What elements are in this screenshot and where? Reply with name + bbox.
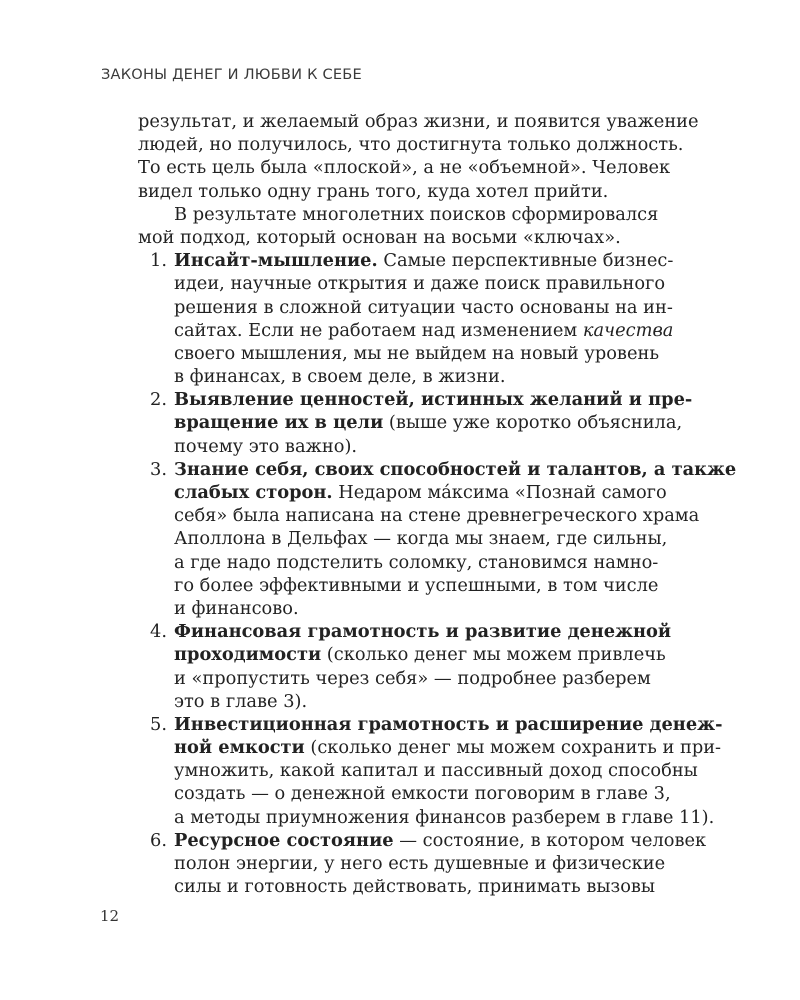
list-number: 2. xyxy=(150,389,167,411)
text-line xyxy=(174,759,718,782)
list-item xyxy=(138,620,718,713)
text-span: и «пропустить через себя» — подробнее разберем xyxy=(174,667,651,689)
bold-term: слабых сторон. xyxy=(174,482,333,503)
text-line xyxy=(174,736,722,759)
text-line xyxy=(174,597,718,620)
emphasis: качества xyxy=(582,319,674,341)
text-line xyxy=(174,806,718,829)
list-number: 1. xyxy=(150,250,167,272)
text-line xyxy=(174,620,718,643)
page-number: 12 xyxy=(100,907,120,925)
text-line xyxy=(174,875,718,898)
running-header: ЗАКОНЫ ДЕНЕГ И ЛЮБВИ К СЕБЕ xyxy=(101,66,362,83)
text-span: себя» была написана на стене древнегреческого храма xyxy=(174,505,700,527)
text-span: в финансах, в своем деле, в жизни. xyxy=(174,366,506,388)
text-span: — состояние, в котором человек xyxy=(393,829,707,851)
text-span: умножить, какой капитал и пассивный доход способны xyxy=(174,760,698,782)
list-number: 5. xyxy=(150,713,167,735)
list-number: 6. xyxy=(150,829,167,851)
text-line xyxy=(174,829,718,852)
text-line: людей, но получилось, что достигнута только должность. xyxy=(138,134,684,156)
text-span: это в главе 3). xyxy=(174,690,308,712)
text-span: решения в сложной ситуации часто основаны на ин- xyxy=(174,296,673,318)
list-item xyxy=(138,249,718,388)
text-line xyxy=(174,249,718,272)
text-line xyxy=(174,481,718,504)
text-span: почему это важно). xyxy=(174,435,358,457)
text-line: результат, и желаемый образ жизни, и появится уважение xyxy=(138,111,699,132)
text-span: Недаром ма́ксима «Познай самого xyxy=(332,482,667,503)
text-line xyxy=(174,782,718,805)
text-span: силы и готовность действовать, принимать вызовы xyxy=(174,876,656,898)
text-span: Аполлона в Дельфах — когда мы знаем, где сильны, xyxy=(174,528,668,550)
text-line xyxy=(174,852,718,875)
text-span: (сколько денег мы можем привлечь xyxy=(321,644,666,666)
text-span: (сколько денег мы можем сохранить и при- xyxy=(304,737,722,759)
list-item xyxy=(138,829,718,899)
text-span: полон энергии, у него есть душевные и физические xyxy=(174,853,666,874)
text-line: мой подход, который основан на восьми «ключах». xyxy=(138,226,621,248)
paragraph xyxy=(138,110,718,203)
bold-term: проходимости xyxy=(174,644,322,666)
text-line xyxy=(174,527,718,550)
text-line xyxy=(174,643,718,666)
bold-term: ной емкости xyxy=(174,737,305,759)
text-line xyxy=(174,365,718,388)
bold-term: Знание себя, своих способностей и талантов, а также xyxy=(174,458,737,480)
bold-term: Финансовая грамотность и развитие денежной xyxy=(174,621,672,643)
bold-term: Инвестиционная грамотность и расширение денеж- xyxy=(174,713,723,735)
text-line xyxy=(174,319,718,342)
text-span: создать — о денежной емкости поговорим в главе 3, xyxy=(174,783,671,805)
text-line xyxy=(174,411,718,434)
text-span: а где надо подстелить соломку, становимся намно- xyxy=(174,551,659,573)
text-line: То есть цель была «плоской», а не «объемной». Человек xyxy=(138,157,671,179)
text-line xyxy=(174,713,723,736)
text-line xyxy=(174,342,718,365)
text-span: и финансово. xyxy=(174,597,299,619)
text-line: В результате многолетних поисков сформировался xyxy=(174,203,659,225)
text-line: видел только одну грань того, куда хотел прийти. xyxy=(138,180,609,202)
text-line xyxy=(174,458,737,481)
list-item xyxy=(138,713,723,829)
text-line xyxy=(174,667,718,690)
list-number: 4. xyxy=(150,621,167,643)
list-item xyxy=(138,458,737,620)
list-item xyxy=(138,388,718,458)
numbered-list xyxy=(138,249,737,898)
text-line xyxy=(174,272,718,295)
bold-term: Ресурсное состояние xyxy=(174,829,394,851)
text-span: идеи, научные открытия и даже поиск правильного xyxy=(174,273,666,295)
text-line xyxy=(174,504,718,527)
text-line xyxy=(174,435,718,458)
bold-term: вращение их в цели xyxy=(174,412,384,434)
text-span: (выше уже коротко объяснила, xyxy=(383,412,683,434)
text-span: своего мышления, мы не выйдем на новый уровень xyxy=(174,342,659,364)
text-line xyxy=(174,296,718,319)
bold-term: Инсайт-мышление. xyxy=(174,250,378,272)
text-line xyxy=(174,551,718,574)
text-line xyxy=(174,690,718,713)
paragraph xyxy=(138,203,718,249)
text-span: а методы приумножения финансов разберем в главе 11). xyxy=(174,806,715,828)
text-line xyxy=(174,574,718,597)
body-text xyxy=(138,110,737,898)
text-line xyxy=(174,388,718,411)
text-span: го более эффективными и успешными, в том числе xyxy=(174,574,659,596)
text-span: сайтах. Если не работаем над изменением xyxy=(174,319,583,341)
text-span: Самые перспективные бизнес- xyxy=(377,250,674,272)
bold-term: Выявление ценностей, истинных желаний и пре- xyxy=(174,389,693,411)
list-number: 3. xyxy=(150,458,167,480)
